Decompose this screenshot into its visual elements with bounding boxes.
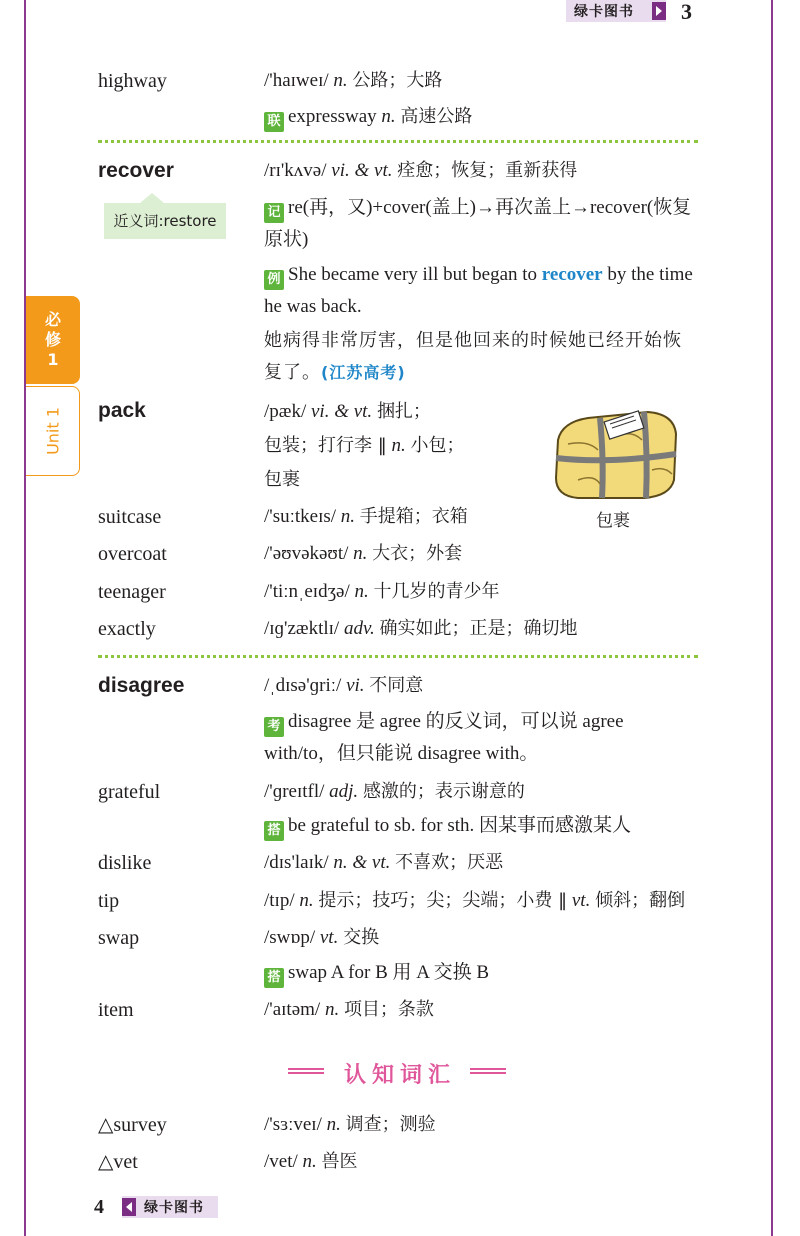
entry-word-item: item xyxy=(98,999,134,1021)
phonetic: /rɪ'kʌvə/ xyxy=(264,160,327,181)
side-tab-unit-label: Unit 1 xyxy=(43,407,62,455)
meaning: 包装；打行李 ‖ xyxy=(264,435,387,456)
entry-word-teenager: teenager xyxy=(98,581,166,603)
meaning: 不同意 xyxy=(369,675,424,696)
part-of-speech: adv. xyxy=(343,618,375,639)
section-title: 认知词汇 xyxy=(343,1063,456,1088)
tag-badge-collocation: 搭 xyxy=(264,821,284,841)
part-of-speech: vt. xyxy=(571,890,591,911)
entry-word-suitcase: suitcase xyxy=(98,506,162,528)
entry-def-swap xyxy=(264,926,379,950)
synonym-bubble: 近义词:restore xyxy=(104,203,226,239)
entry-def-pack-2 xyxy=(264,434,464,458)
phonetic: /'haɪweɪ/ xyxy=(264,70,329,91)
part-of-speech: n. xyxy=(299,890,314,911)
part-of-speech: n. xyxy=(326,1114,341,1135)
entry-def-teenager xyxy=(264,580,499,604)
phonetic: /'sɜːveɪ/ xyxy=(264,1114,322,1135)
tag-badge-example: 例 xyxy=(264,270,284,290)
example-text-before: She became very ill but began to xyxy=(288,264,542,285)
header-brand-text: 绿卡图书 xyxy=(574,4,634,20)
phonetic: /swɒp/ xyxy=(264,927,316,948)
entry-note-highway xyxy=(264,105,472,132)
part-of-speech: n. xyxy=(354,581,369,602)
entry-word-pack: pack xyxy=(98,399,146,422)
entry-word-exactly: exactly xyxy=(98,618,156,640)
example-highlight: recover xyxy=(541,264,603,285)
note-pos: n. xyxy=(381,106,396,127)
left-border-line xyxy=(24,0,26,1236)
tag-badge-memo: 记 xyxy=(264,203,284,223)
chevron-left-icon xyxy=(122,1198,136,1216)
memo-text: re(再，又)+cover(盖上)→再次盖上→recover(恢复原状) xyxy=(264,197,692,250)
footer-brand xyxy=(122,1196,218,1218)
part-of-speech: n. & vt. xyxy=(333,852,391,873)
note-word: expressway xyxy=(288,106,377,127)
entry-def-dislike xyxy=(264,851,503,875)
picture-caption: 包裹 xyxy=(596,511,630,531)
note-text: swap A for B 用 A 交换 B xyxy=(288,962,490,983)
page-number: 3 xyxy=(681,0,692,24)
entry-def-vet xyxy=(264,1150,358,1174)
entry-word-tip: tip xyxy=(98,890,120,912)
entry-def-pack-3 xyxy=(264,468,300,492)
entry-def-recover xyxy=(264,159,577,183)
meaning: 小包； xyxy=(410,435,465,456)
section-divider-right xyxy=(470,1068,506,1074)
entry-example-recover xyxy=(264,259,700,323)
entry-note-swap xyxy=(264,961,489,988)
entry-word-overcoat: overcoat xyxy=(98,543,167,565)
dotted-divider xyxy=(98,140,698,143)
part-of-speech: n. xyxy=(333,70,348,91)
entry-def-highway xyxy=(264,69,442,93)
meaning: 倾斜；翻倒 xyxy=(595,890,686,911)
meaning: 十几岁的青少年 xyxy=(373,581,500,602)
meaning: 确实如此；正是；确切地 xyxy=(379,618,578,639)
entry-word-disagree: disagree xyxy=(98,674,185,697)
meaning: 不喜欢；厌恶 xyxy=(395,852,504,873)
entry-memo-recover xyxy=(264,192,700,256)
footer-brand-text: 绿卡图书 xyxy=(144,1200,204,1216)
example-text-after: by the time he was back. xyxy=(264,264,693,317)
meaning: 感激的；表示谢意的 xyxy=(362,781,525,802)
entry-word-highway: highway xyxy=(98,70,167,92)
meaning: 公路；大路 xyxy=(352,70,443,91)
entry-def-exactly xyxy=(264,617,577,641)
part-of-speech: n. xyxy=(391,435,406,456)
entry-def-tip xyxy=(264,889,685,913)
phonetic: /'ɡreɪtfl/ xyxy=(264,781,325,802)
note-text: disagree 是 agree 的反义词，可以说 agree with/to，但只能说 disagree with。 xyxy=(264,711,624,764)
phonetic: /pæk/ xyxy=(264,401,307,422)
part-of-speech: n. xyxy=(302,1151,317,1172)
entry-word-recover: recover xyxy=(98,159,174,182)
entry-note-grateful xyxy=(264,814,631,841)
entry-word-survey: △survey xyxy=(98,1114,167,1136)
entry-def-overcoat xyxy=(264,542,462,566)
tag-badge-collocation: 搭 xyxy=(264,968,284,988)
entry-example-cn-recover xyxy=(264,325,700,389)
entry-word-swap: swap xyxy=(98,927,140,949)
side-tab-char-3: 1 xyxy=(47,350,59,369)
meaning: 提示；技巧；尖；尖端；小费 ‖ xyxy=(318,890,568,911)
example-source: (江苏高考) xyxy=(321,363,406,382)
entry-def-pack-1 xyxy=(264,400,431,424)
tag-badge-related: 联 xyxy=(264,112,284,132)
phonetic: /'tiːnˌeɪdʒə/ xyxy=(264,581,350,602)
note-text: be grateful to sb. for sth. 因某事而感激某人 xyxy=(288,815,632,836)
entry-def-disagree xyxy=(264,674,423,698)
entry-def-suitcase xyxy=(264,505,468,529)
example-translation: 她病得非常厉害，但是他回来的时候她已经开始恢复了。 xyxy=(264,330,682,383)
entry-def-survey xyxy=(264,1113,436,1137)
side-tab-char-2: 修 xyxy=(44,330,61,349)
header-brand xyxy=(566,0,666,22)
parcel-illustration-icon xyxy=(548,400,682,500)
phonetic: /ˌdɪsə'ɡriː/ xyxy=(264,675,342,696)
meaning: 兽医 xyxy=(321,1151,358,1172)
part-of-speech: adj. xyxy=(329,781,359,802)
phonetic: /'əʊvəkəʊt/ xyxy=(264,543,349,564)
phonetic: /'aɪtəm/ xyxy=(264,999,321,1020)
phonetic: /tɪp/ xyxy=(264,890,295,911)
entry-def-item xyxy=(264,998,434,1022)
side-tab-unit xyxy=(26,386,80,476)
meaning: 手提箱；衣箱 xyxy=(359,506,468,527)
meaning: 痊愈；恢复；重新获得 xyxy=(397,160,578,181)
entry-word-grateful: grateful xyxy=(98,781,161,803)
dotted-divider xyxy=(98,655,698,658)
meaning: 大衣；外套 xyxy=(372,543,463,564)
side-tab-compulsory xyxy=(26,296,80,384)
side-tab-char-1: 必 xyxy=(44,310,61,329)
meaning: 捆扎； xyxy=(376,401,431,422)
part-of-speech: vi. & vt. xyxy=(331,160,393,181)
meaning: 包裹 xyxy=(264,469,300,490)
right-border-line xyxy=(771,0,773,1236)
part-of-speech: vt. xyxy=(319,927,339,948)
entry-def-grateful xyxy=(264,780,525,804)
chevron-right-icon xyxy=(652,2,666,20)
part-of-speech: n. xyxy=(324,999,340,1020)
part-of-speech: n. xyxy=(340,506,356,527)
part-of-speech: vi. & vt. xyxy=(310,401,373,422)
phonetic: /'suːtkeɪs/ xyxy=(264,506,337,527)
tag-badge-exam: 考 xyxy=(264,717,284,737)
entry-note-disagree xyxy=(264,706,700,770)
phonetic: /ɪɡ'zæktlɪ/ xyxy=(264,618,340,639)
note-meaning: 高速公路 xyxy=(400,106,473,127)
meaning: 交换 xyxy=(343,927,380,948)
entry-word-vet: △vet xyxy=(98,1151,138,1173)
meaning: 项目；条款 xyxy=(343,999,434,1020)
meaning: 调查；测验 xyxy=(345,1114,436,1135)
footer-page-number: 4 xyxy=(94,1196,104,1218)
entry-word-dislike: dislike xyxy=(98,852,152,874)
phonetic: /vet/ xyxy=(264,1151,298,1172)
part-of-speech: n. xyxy=(353,543,368,564)
phonetic: /dɪs'laɪk/ xyxy=(264,852,329,873)
part-of-speech: vi. xyxy=(346,675,365,696)
